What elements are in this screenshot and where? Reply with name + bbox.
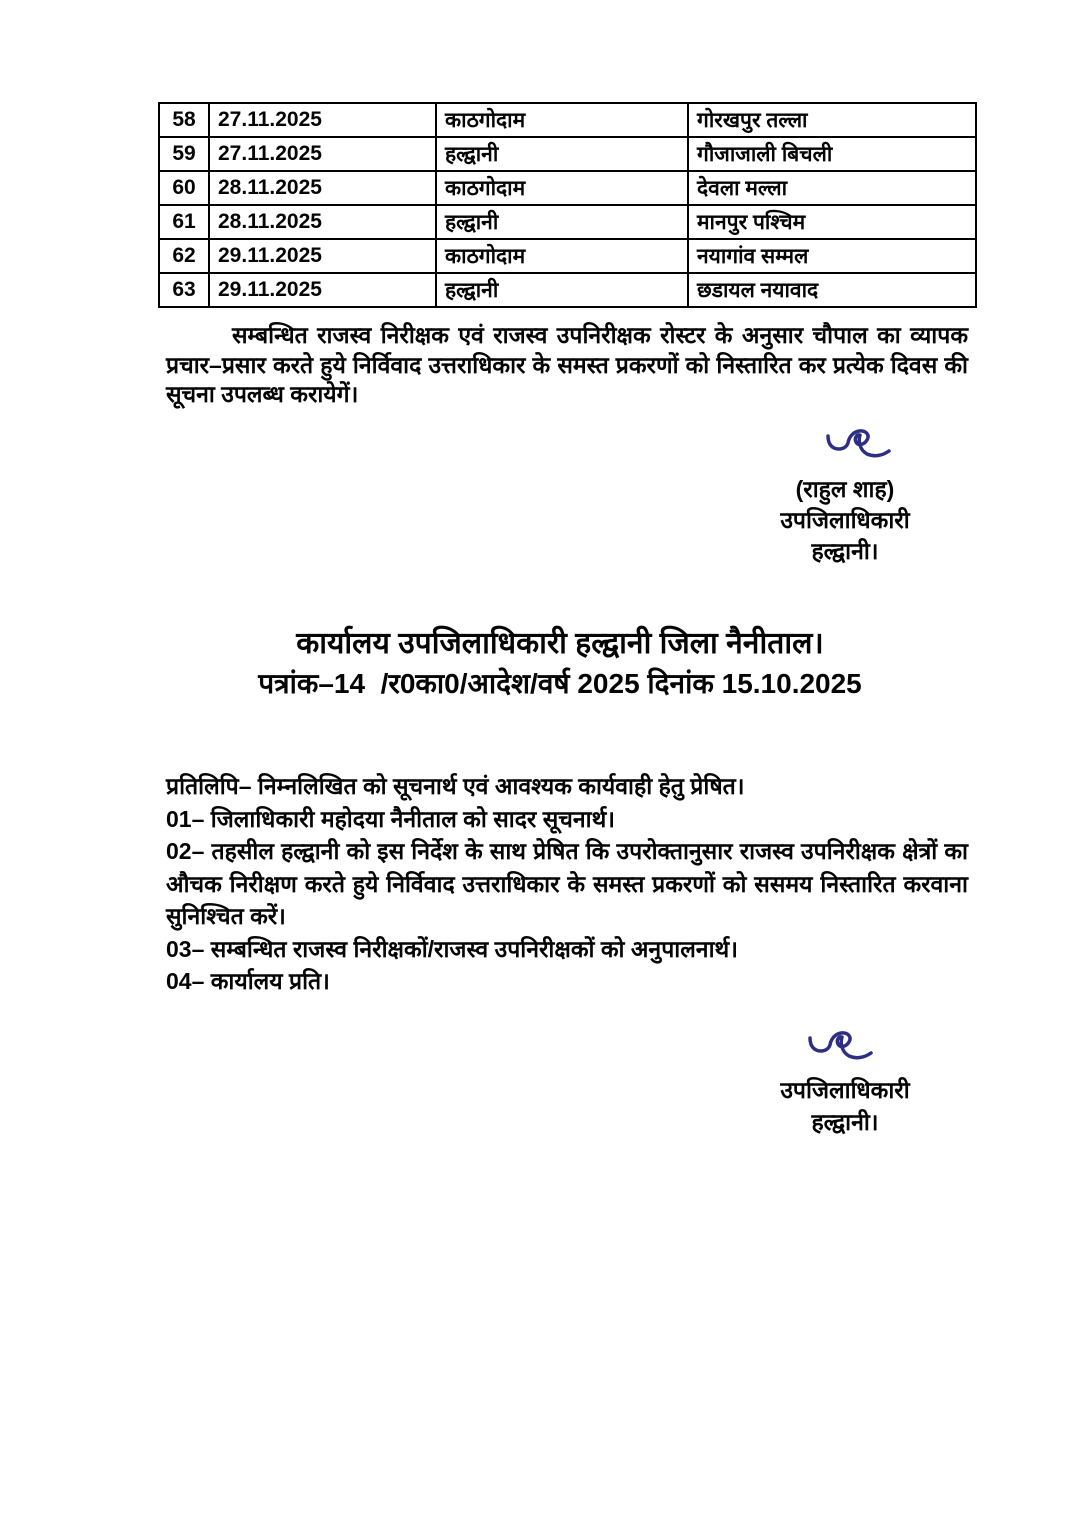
cell-date: 27.11.2025 [209,103,436,137]
table-row [159,103,976,137]
signature-stroke [828,431,889,456]
cell-sno: 62 [159,239,209,273]
copy-item-text: सम्बन्धित राजस्व निरीक्षकों/राजस्व उपनिरीक्षकों को अनुपालनार्थ। [210,935,738,962]
cell-date: 27.11.2025 [209,137,436,171]
cell-tehsil: हल्द्वानी [436,273,688,307]
table-row [159,239,976,273]
cell-village: मानपुर पश्चिम [688,205,976,239]
order-paragraph: सम्बन्धित राजस्व निरीक्षक एवं राजस्व उपनिरीक्षक रोस्टर के अनुसार चौपाल का व्यापक प्रचार–प्रसार करते हुये निर्विवाद उत्तराधिकार के समस्त प्रकरणों को निस्तारित कर प्रत्येक दिवस की सूचना उपलब्ध करायेगें। [166,322,968,407]
copy-item-number: 02– [166,838,205,864]
copy-item-number: 01– [166,805,205,832]
cell-sno: 59 [159,137,209,171]
copy-item [166,803,968,836]
cell-date: 28.11.2025 [209,205,436,239]
table-row [159,205,976,239]
copy-item-number: 03– [166,935,205,962]
copy-items [166,803,968,998]
cell-sno: 58 [159,103,209,137]
cell-tehsil: काठगोदाम [436,171,688,205]
cell-tehsil: हल्द्वानी [436,137,688,171]
copy-intro: प्रतिलिपि– निम्नलिखित को सूचनार्थ एवं आवश्यक कार्यवाही हेतु प्रेषित। [166,773,745,799]
copy-item [166,965,968,998]
office-heading [170,624,950,704]
cell-sno: 61 [159,205,209,239]
cell-sno: 63 [159,273,209,307]
copy-item-text: कार्यालय प्रति। [210,968,330,994]
roster-table [158,102,977,308]
signatory-place: हल्द्वानी। [811,1109,879,1135]
signatory-title: उपजिलाधिकारी [780,507,910,533]
cell-date: 28.11.2025 [209,171,436,205]
cell-village: गोरखपुर तल्ला [688,103,976,137]
cell-village: देवला मल्ला [688,171,976,205]
signatory-place: हल्द्वानी। [811,538,879,564]
cell-village: गौजाजाली बिचली [688,137,976,171]
cell-tehsil: काठगोदाम [436,239,688,273]
roster-table-body [159,103,976,307]
cell-sno: 60 [159,171,209,205]
office-title: कार्यालय उपजिलाधिकारी हल्द्वानी जिला नैनीताल। [296,627,824,660]
cell-date: 29.11.2025 [209,273,436,307]
copy-item-text: तहसील हल्द्वानी को इस निर्देश के साथ प्रेषित कि उपरोक्तानुसार राजस्व उपनिरीक्षक क्षेत्रों का औचक निरीक्षण करते हुये निर्विवाद उत्तराधिकार के समस्त प्रकरणों को ससमय निस्तारित करवाना सुनिश्चित करें। [166,838,968,929]
signature-mark [804,1028,878,1070]
signatory-title: उपजिलाधिकारी [780,1077,910,1103]
letter-number-line: पत्रांक–14 /र0का0/आदेश/वर्ष 2025 दिनांक 15.10.2025 [258,668,862,699]
cell-date: 29.11.2025 [209,239,436,273]
table-row [159,137,976,171]
copy-item [166,933,968,966]
cell-tehsil: हल्द्वानी [436,205,688,239]
signature-mark [822,426,896,468]
signature-stroke [810,1033,871,1058]
copy-section [166,770,968,998]
table-row [159,273,976,307]
cell-tehsil: काठगोदाम [436,103,688,137]
signatory-block-2 [755,1074,935,1138]
signatory-block-1 [755,474,935,567]
cell-village: नयागांव सम्मल [688,239,976,273]
table-row [159,171,976,205]
cell-village: छडायल नयावाद [688,273,976,307]
copy-item-text: जिलाधिकारी महोदया नैनीताल को सादर सूचनार्थ। [210,805,615,832]
copy-item [166,835,968,933]
signatory-name: (राहुल शाह) [795,476,895,502]
copy-item-number: 04– [166,968,205,994]
